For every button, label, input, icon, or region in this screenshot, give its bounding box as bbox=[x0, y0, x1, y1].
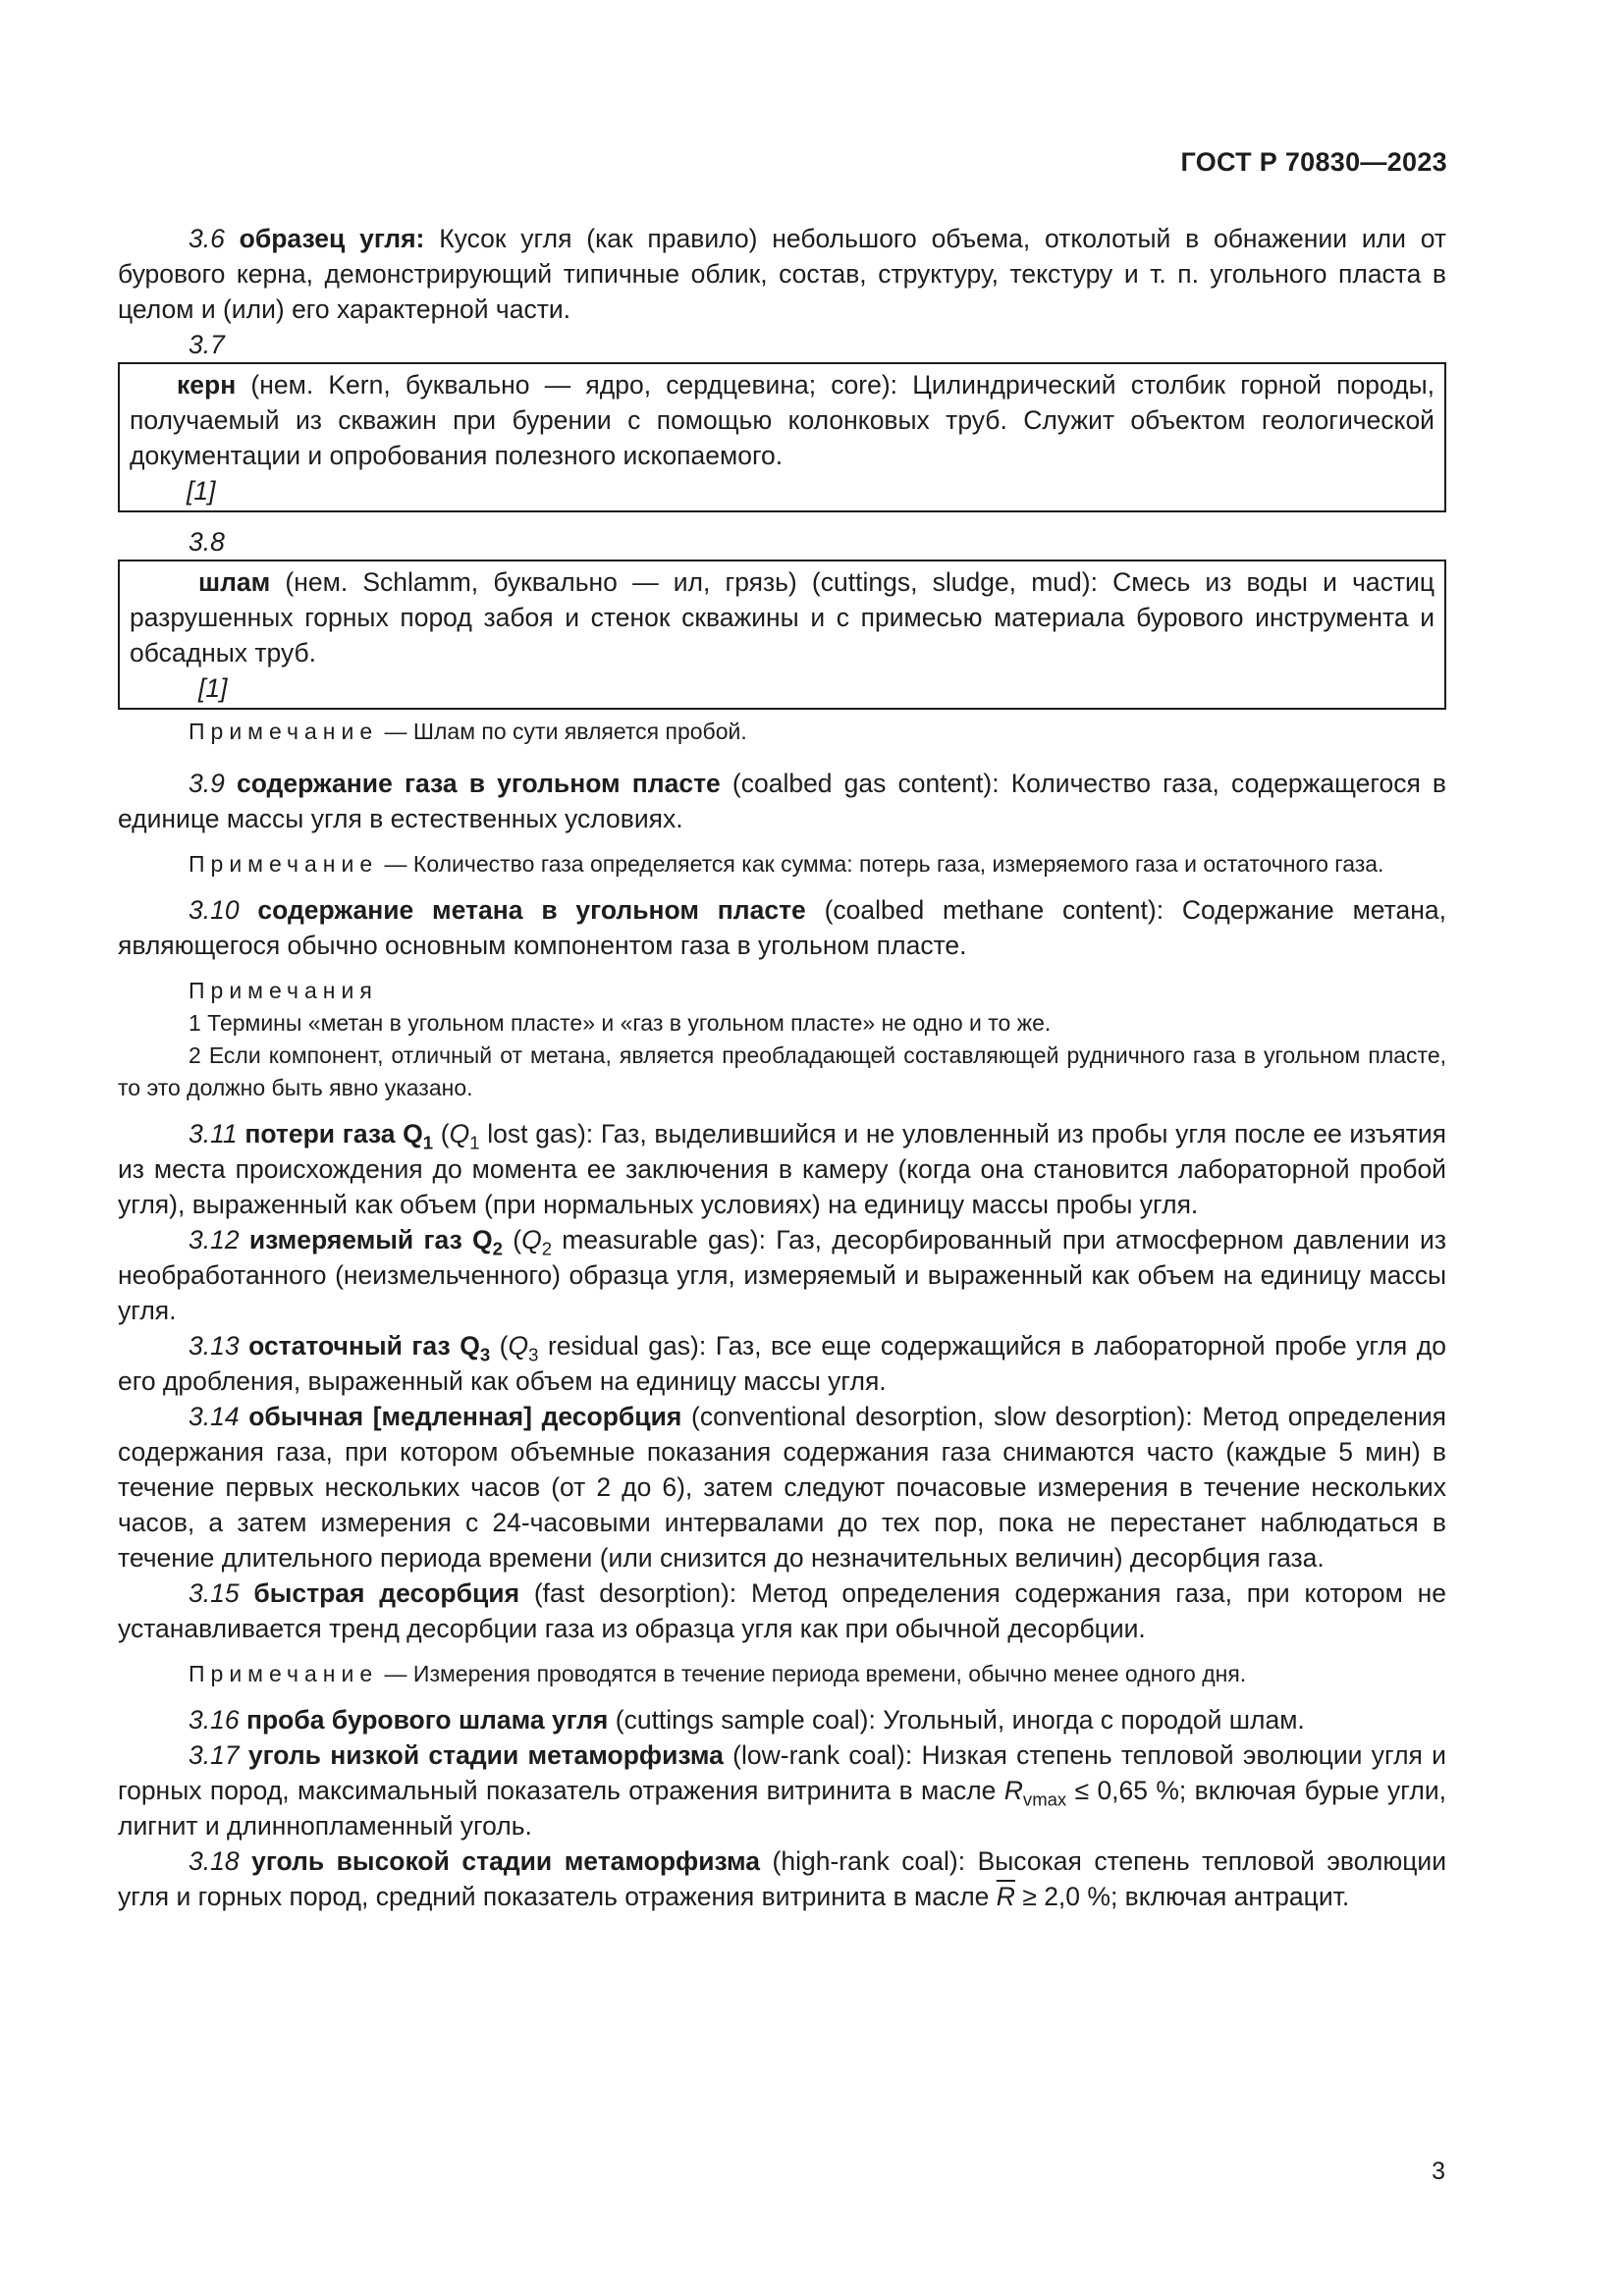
note-item: 1 Термины «метан в угольном пласте» и «газ в угольном пласте» не одно и то же. bbox=[189, 1010, 1052, 1036]
term-3-13: 3.13 остаточный газ $Q_3$ ($Q_3$ residual gas): Газ, все еще содержащийся в лабораторной пробе угля до его дробления, выраженный как объем на единицу массы угля. bbox=[118, 1331, 1446, 1396]
term-3-17: 3.17 уголь низкой стадии метаморфизма (low-rank coal): Низкая степень тепловой эволюции угля и горных пород, максимальный показатель отражения витринита в масле $R_{vmax} \le 0,65$ %; включая бурые угли, лигнит и длиннопламенный уголь. bbox=[118, 1740, 1447, 1841]
term-3-8-number: 3.8 bbox=[189, 527, 225, 557]
page-number: 3 bbox=[1432, 2158, 1445, 2185]
term-3-12: 3.12 измеряемый газ $Q_2$ ($Q_2$ measurable gas): Газ, десорбированный при атмосферном давлении из необработанного (неизмельченного) образца угля, измеряемый и выраженный как объем на единицу массы угля. bbox=[118, 1225, 1447, 1325]
notes-heading: Примечания bbox=[189, 978, 378, 1003]
term-3-7-box bbox=[118, 362, 1446, 512]
note-item: 2 Если компонент, отличный от метана, является преобладающей составляющей рудничного газа в угольном пласте, то это должно быть явно указано. bbox=[118, 1042, 1446, 1100]
term-3-7: керн (нем. Kern, буквально — ядро, сердцевина; core): Цилиндрический столбик горной породы, получаемый из скважин при бурении с помощью колонковых труб. Служит объектом геологической документации и опробования полезного ископаемого. bbox=[130, 370, 1435, 470]
note: Примечание — Шлам по сути является пробой. bbox=[189, 719, 747, 744]
term-3-18: 3.18 уголь высокой стадии метаморфизма (high-rank coal): Высокая степень тепловой эволюции угля и горных пород, средний показатель отражения витринита в масле $\overline{R} \ge 2,0$ %; включая антрацит. bbox=[118, 1846, 1446, 1911]
document-header: ГОСТ Р 70830—2023 bbox=[1180, 147, 1447, 177]
term-3-11: 3.11 потери газа $Q_1$ ($Q_1$ lost gas): Газ, выделившийся и не уловленный из пробы угля после ее изъятия из места происхождения до момента ее заключения в камеру (когда она становится лабораторной пробой угля), выраженный как объем (при нормальных условиях) на единицу массы пробы угля. bbox=[118, 1119, 1446, 1219]
term-3-8-box bbox=[118, 560, 1446, 710]
term-3-14: 3.14 обычная [медленная] десорбция (conventional desorption, slow desorption): Метод определения содержания газа, при котором объемные показания содержания газа снимаются часто (каждые 5 мин) в течение первых нескольких часов (от 2 до 6), затем следуют почасовые измерения в течение нескольких часов, а затем измерения с 24-часовыми интервалами до тех пор, пока не перестанет наблюдаться в течение длительного периода времени (или снизится до незначительных величин) десорбция газа. bbox=[118, 1402, 1446, 1573]
term-3-10: 3.10 содержание метана в угольном пласте (coalbed methane content): Содержание метана, являющегося обычно основным компонентом газа в угольном пласте. bbox=[118, 895, 1446, 960]
citation: [1] bbox=[198, 673, 228, 703]
term-3-7-number: 3.7 bbox=[189, 330, 225, 359]
citation: [1] bbox=[187, 476, 216, 506]
term-3-15: 3.15 быстрая десорбция (fast desorption): Метод определения содержания газа, при котором не устанавливается тренд десорбции газа из образца угля как при обычной десорбции. bbox=[118, 1578, 1446, 1643]
term-3-6: 3.6 образец угля: Кусок угля (как правило) небольшого объема, отколотый в обнажении или от бурового керна, демонстрирующий типичные облик, состав, структуру, текстуру и т. п. угольного пласта в целом и (или) его характерной части. bbox=[118, 224, 1446, 324]
term-3-9: 3.9 содержание газа в угольном пласте (coalbed gas content): Количество газа, содержащегося в единице массы угля в естественных условиях. bbox=[118, 769, 1446, 833]
note: Примечание — Количество газа определяется как сумма: потерь газа, измеряемого газа и остаточного газа. bbox=[189, 851, 1384, 877]
term-3-8: шлам (нем. Schlamm, буквально — ил, грязь) (cuttings, sludge, mud): Смесь из воды и частиц разрушенных горных пород забоя и стенок скважины и с примесью материала бурового инструмента и обсадных труб. bbox=[130, 567, 1435, 667]
term-3-16: 3.16 проба бурового шлама угля (cuttings sample coal): Угольный, иногда с породой шлам. bbox=[189, 1705, 1305, 1735]
note: Примечание — Измерения проводятся в течение периода времени, обычно менее одного дня. bbox=[189, 1661, 1247, 1686]
page-content bbox=[118, 221, 1446, 1914]
